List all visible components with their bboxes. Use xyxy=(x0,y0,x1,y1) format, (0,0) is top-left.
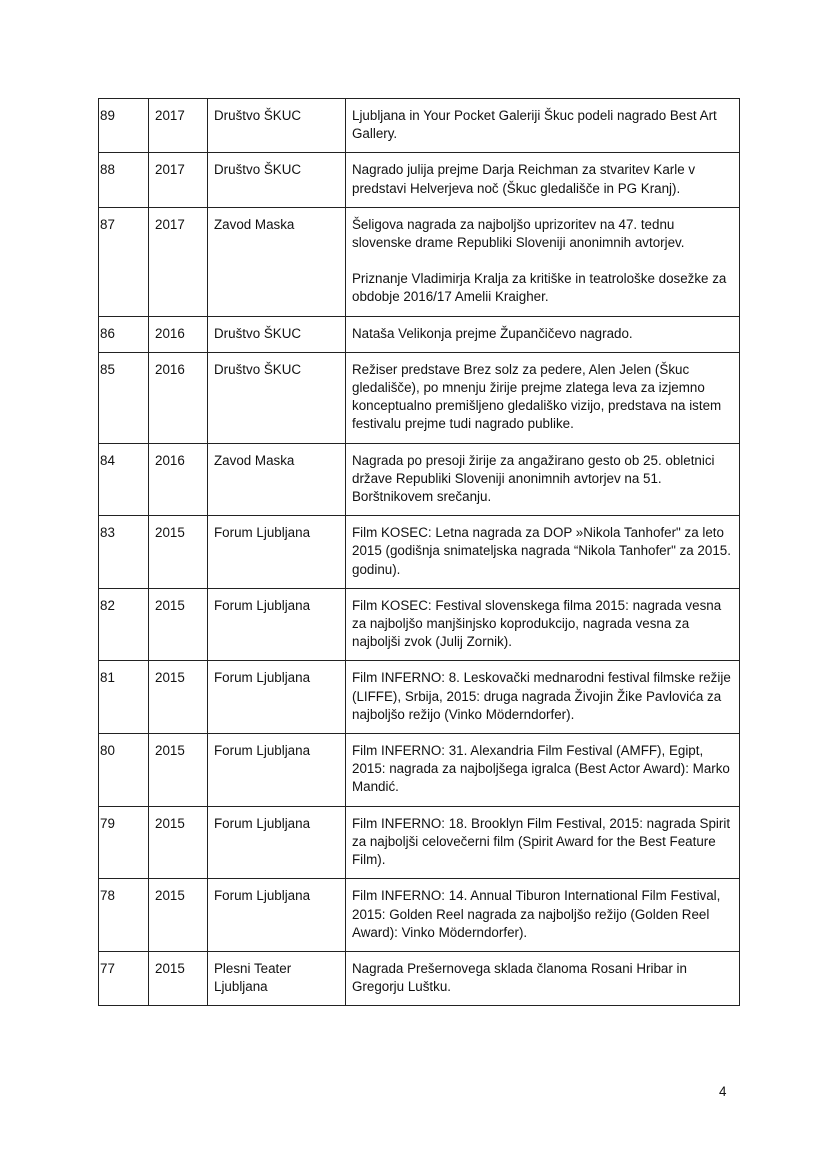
description-paragraph: Šeligova nagrada za najboljšo uprizoritev na 47. tednu slovenske drame Republiki Sloveniji anonimnih avtorjev. xyxy=(352,216,685,251)
description-cell xyxy=(346,806,740,879)
description-cell xyxy=(346,99,740,153)
description-cell xyxy=(346,352,740,443)
table-row xyxy=(99,588,740,661)
table-row xyxy=(99,352,740,443)
year-cell: 2017 xyxy=(149,207,208,316)
table-row xyxy=(99,99,740,153)
row-number-cell: 77 xyxy=(99,951,149,1005)
description-paragraph: Film INFERNO: 14. Annual Tiburon International Film Festival, 2015: Golden Reel nagrada za najboljšo režijo (Golden Reel Award): Vinko Möderndorfer). xyxy=(352,888,721,940)
description-cell xyxy=(346,153,740,207)
row-number-cell: 81 xyxy=(99,661,149,734)
year-cell: 2015 xyxy=(149,516,208,589)
table-row xyxy=(99,443,740,516)
table-row xyxy=(99,153,740,207)
row-number-cell: 83 xyxy=(99,516,149,589)
year-cell: 2015 xyxy=(149,734,208,807)
row-number-cell: 82 xyxy=(99,588,149,661)
row-number-cell: 84 xyxy=(99,443,149,516)
table-row xyxy=(99,516,740,589)
table-row xyxy=(99,661,740,734)
organization-cell: Društvo ŠKUC xyxy=(208,352,346,443)
description-paragraph: Nagrado julija prejme Darja Reichman za stvaritev Karle v predstavi Helverjeva noč (Škuc gledališče in PG Kranj). xyxy=(352,162,696,196)
row-number-cell: 89 xyxy=(99,99,149,153)
description-cell xyxy=(346,734,740,807)
organization-cell: Društvo ŠKUC xyxy=(208,99,346,153)
description-cell xyxy=(346,316,740,352)
organization-cell: Plesni Teater Ljubljana xyxy=(208,951,346,1005)
description-paragraph: Film KOSEC: Festival slovenskega filma 2015: nagrada vesna za najboljšo manjšinjsko koprodukcijo, nagrada vesna za najboljši zvok (Julij Zornik). xyxy=(352,597,722,650)
organization-cell: Forum Ljubljana xyxy=(208,588,346,661)
table-row xyxy=(99,734,740,807)
organization-cell: Forum Ljubljana xyxy=(208,516,346,589)
description-cell xyxy=(346,443,740,516)
organization-cell: Forum Ljubljana xyxy=(208,806,346,879)
row-number-cell: 86 xyxy=(99,316,149,352)
description-cell xyxy=(346,516,740,589)
table-row xyxy=(99,207,740,316)
description-paragraph: Film KOSEC: Letna nagrada za DOP »Nikola Tanhofer" za leto 2015 (godišnja snimateljska nagrada “Nikola Tanhofer" za 2015. godinu). xyxy=(352,525,731,577)
row-number-cell: 87 xyxy=(99,207,149,316)
organization-cell: Društvo ŠKUC xyxy=(208,153,346,207)
year-cell: 2017 xyxy=(149,153,208,207)
year-cell: 2015 xyxy=(149,661,208,734)
organization-cell: Forum Ljubljana xyxy=(208,879,346,952)
description-paragraph: Režiser predstave Brez solz za pedere, Alen Jelen (Škuc gledališče), po mnenju žirije prejme zlatega leva za izjemno konceptualno premišljeno gledališko vizijo, predstava na istem festivalu prejme tudi nagrado publike. xyxy=(352,361,722,432)
description-cell xyxy=(346,207,740,316)
organization-cell: Forum Ljubljana xyxy=(208,734,346,807)
description-paragraph: Film INFERNO: 8. Leskovački mednarodni festival filmske režije (LIFFE), Srbija, 2015: druga nagrada Živojin Žike Pavlovića za najboljšo režijo (Vinko Möderndorfer). xyxy=(352,670,731,722)
description-paragraph: Nataša Velikonja prejme Župančičevo nagrado. xyxy=(352,325,633,341)
page-number: 4 xyxy=(719,1084,727,1099)
year-cell: 2017 xyxy=(149,99,208,153)
year-cell: 2015 xyxy=(149,588,208,661)
description-paragraph: Ljubljana in Your Pocket Galeriji Škuc podeli nagrado Best Art Gallery. xyxy=(352,108,717,142)
description-paragraph: Nagrada po presoji žirije za angažirano gesto ob 25. obletnici države Republiki Sloveniji anonimnih avtorjev na 51. Borštnikovem srečanju. xyxy=(352,452,715,505)
row-number-cell: 78 xyxy=(99,879,149,952)
year-cell: 2015 xyxy=(149,879,208,952)
description-cell xyxy=(346,951,740,1005)
organization-cell: Zavod Maska xyxy=(208,207,346,316)
description-paragraph: Film INFERNO: 31. Alexandria Film Festival (AMFF), Egipt, 2015: nagrada za najboljšega igralca (Best Actor Award): Marko Mandić. xyxy=(352,743,730,795)
description-cell xyxy=(346,588,740,661)
table-row xyxy=(99,951,740,1005)
table-row xyxy=(99,316,740,352)
year-cell: 2015 xyxy=(149,951,208,1005)
description-paragraph: Film INFERNO: 18. Brooklyn Film Festival, 2015: nagrada Spirit za najboljši celovečerni film (Spirit Award for the Best Feature Film). xyxy=(352,815,731,868)
awards-table xyxy=(98,98,740,1006)
organization-cell: Forum Ljubljana xyxy=(208,661,346,734)
year-cell: 2015 xyxy=(149,806,208,879)
awards-table-body xyxy=(99,99,740,1006)
table-row xyxy=(99,879,740,952)
row-number-cell: 79 xyxy=(99,806,149,879)
organization-cell: Društvo ŠKUC xyxy=(208,316,346,352)
year-cell: 2016 xyxy=(149,316,208,352)
year-cell: 2016 xyxy=(149,443,208,516)
table-row xyxy=(99,806,740,879)
year-cell: 2016 xyxy=(149,352,208,443)
description-cell xyxy=(346,661,740,734)
organization-cell: Zavod Maska xyxy=(208,443,346,516)
description-paragraph: Nagrada Prešernovega sklada članoma Rosani Hribar in Gregorju Luštku. xyxy=(352,960,687,995)
row-number-cell: 88 xyxy=(99,153,149,207)
row-number-cell: 80 xyxy=(99,734,149,807)
row-number-cell: 85 xyxy=(99,352,149,443)
description-cell xyxy=(346,879,740,952)
description-paragraph: Priznanje Vladimirja Kralja za kritiške in teatrološke dosežke za obdobje 2016/17 Amelii Kraigher. xyxy=(352,271,727,305)
